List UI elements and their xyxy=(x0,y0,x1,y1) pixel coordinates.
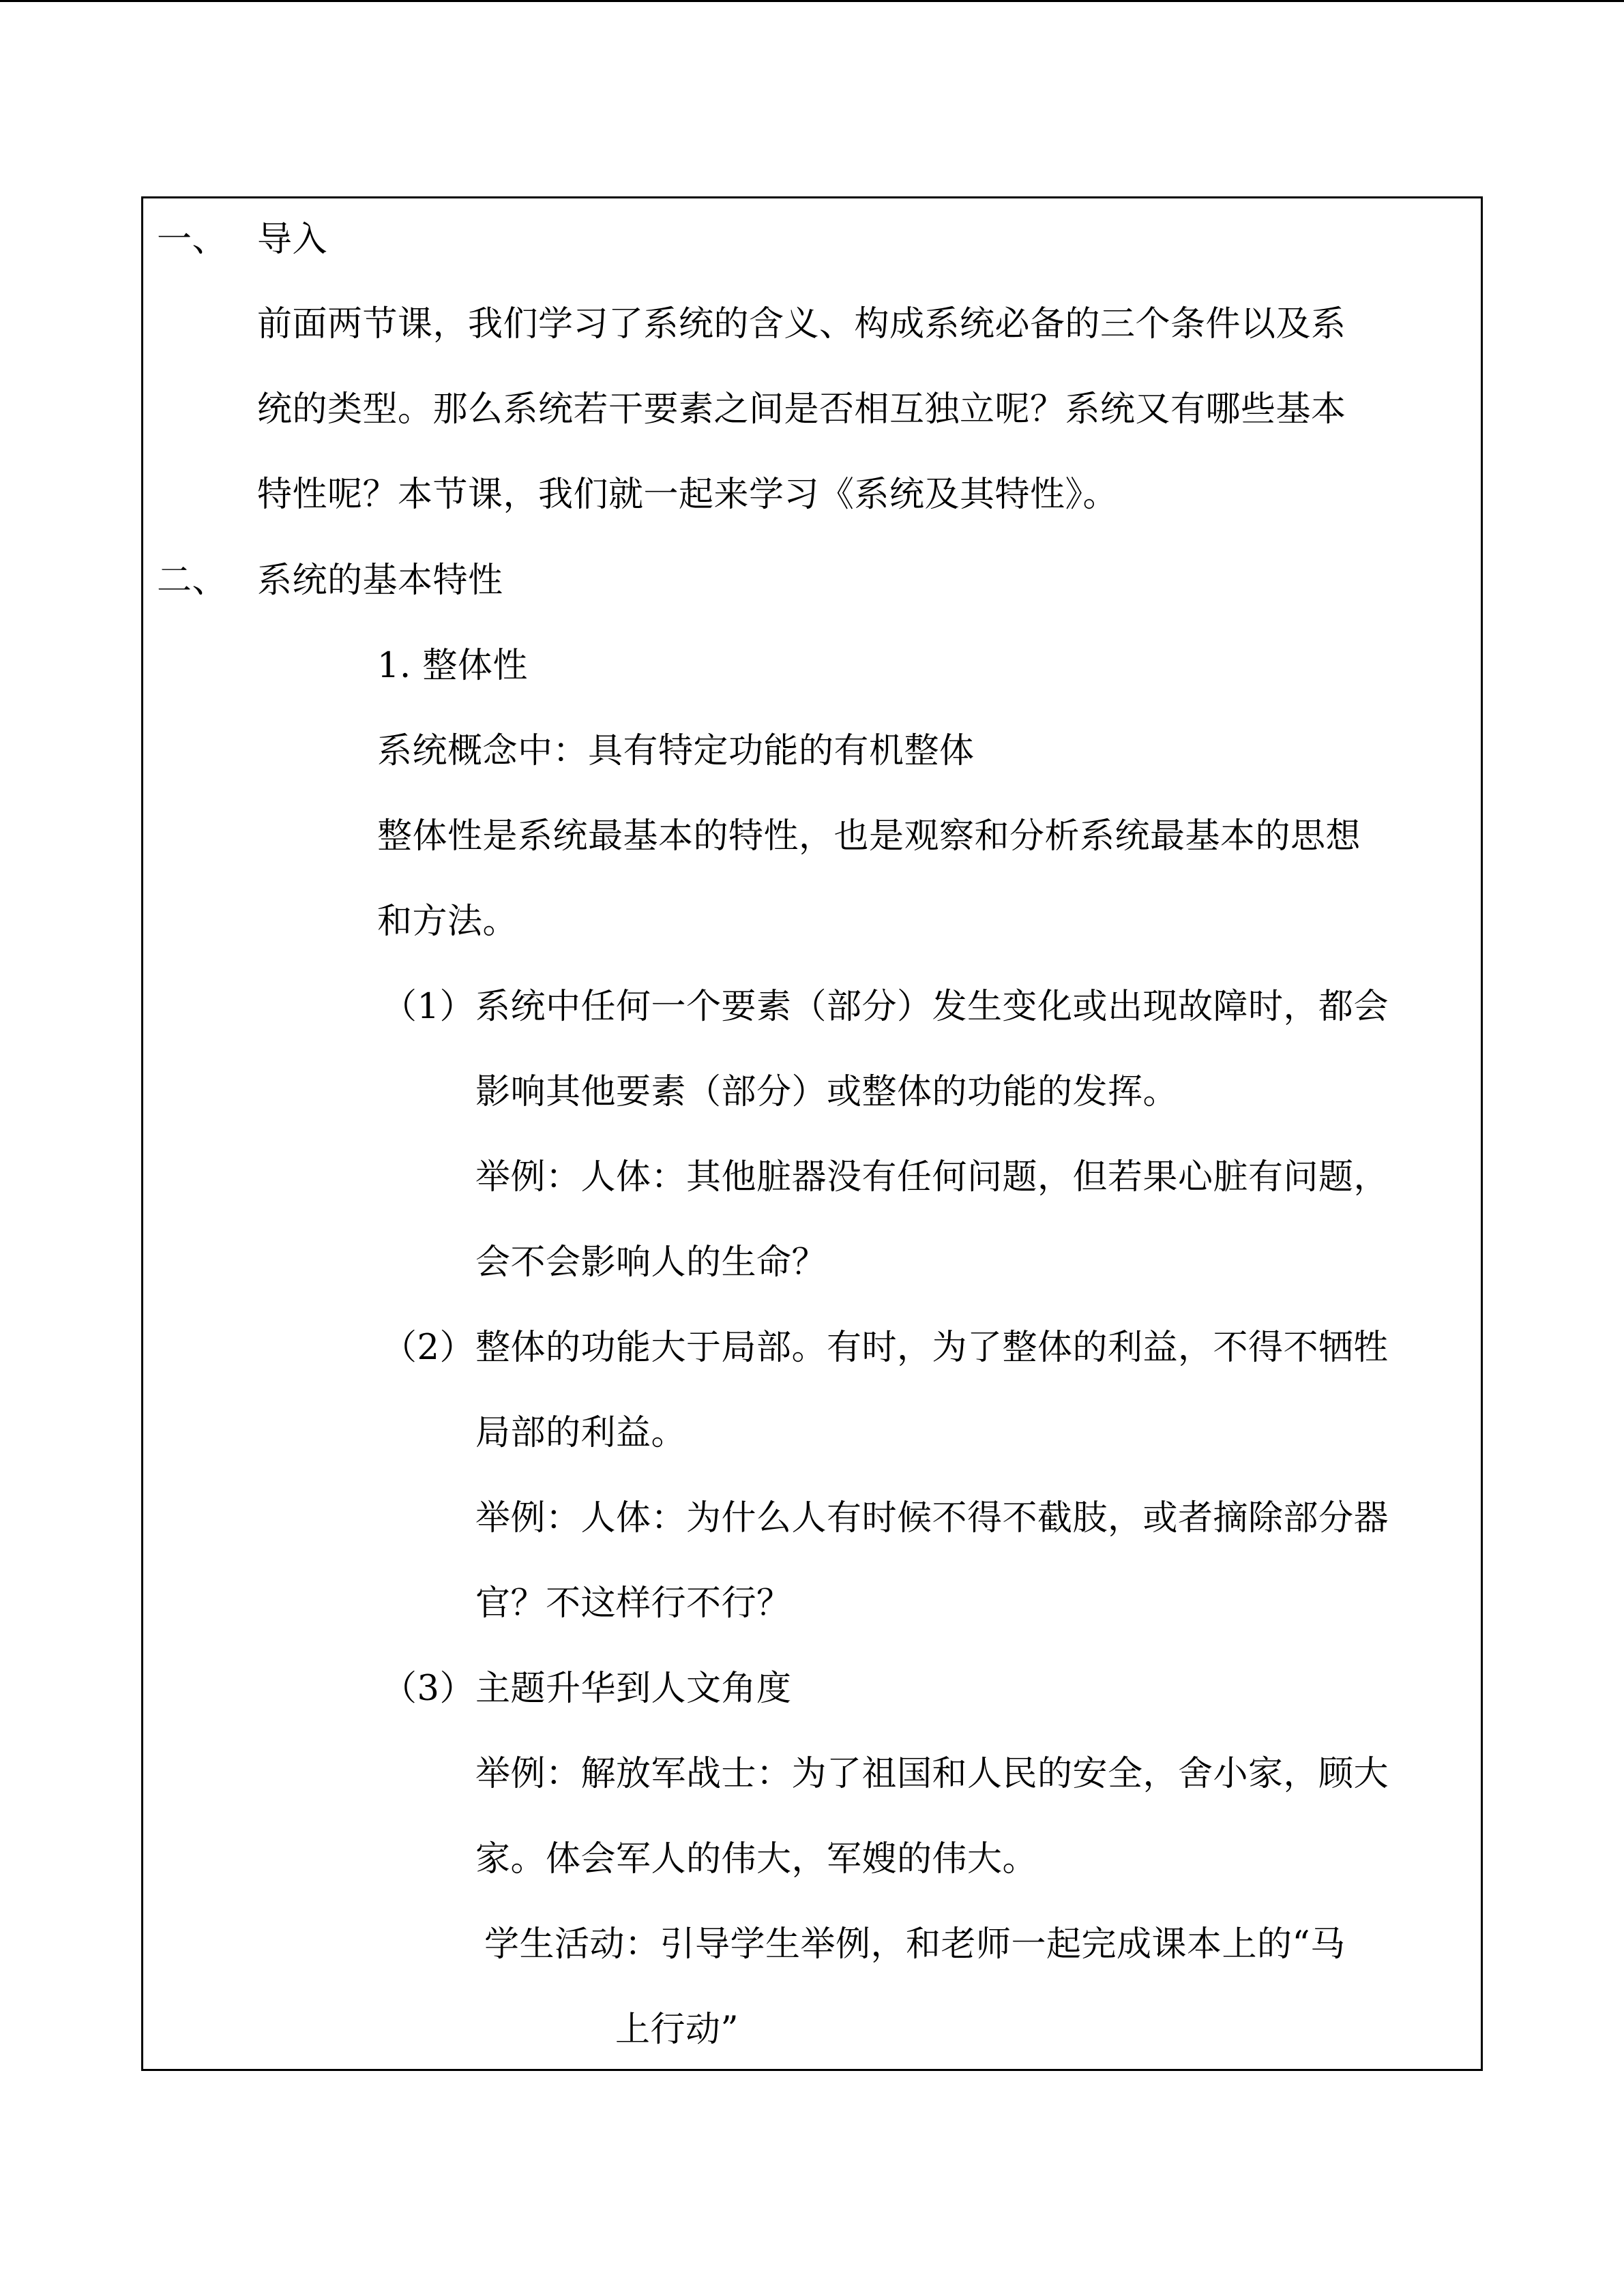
activity-line-2: 上行动” xyxy=(615,2010,739,2050)
item2-line-1: 整体的功能大于局部。有时，为了整体的利益，不得不牺牲 xyxy=(475,1328,1389,1368)
concept-line: 系统概念中：具有特定功能的有机整体 xyxy=(377,731,975,771)
desc-line-1: 整体性是系统最基本的特性，也是观察和分析系统最基本的思想 xyxy=(377,816,1361,856)
item1-example-line-1: 举例：人体：其他脏器没有任何问题，但若果心脏有问题， xyxy=(475,1157,1389,1197)
item3-line-1: 主题升华到人文角度 xyxy=(475,1669,792,1709)
item2-number: （2） xyxy=(382,1328,475,1368)
desc-line-2: 和方法。 xyxy=(377,901,518,942)
item2-example-line-1: 举例：人体：为什么人有时候不得不截肢，或者摘除部分器 xyxy=(475,1498,1389,1538)
item1-line-2: 影响其他要素（部分）或整体的功能的发挥。 xyxy=(475,1072,1179,1112)
section1-para-line-1: 前面两节课，我们学习了系统的含义、构成系统必备的三个条件以及系 xyxy=(257,304,1346,344)
item2-example-line-2: 官？不这样行不行？ xyxy=(475,1583,792,1624)
item1-number: （1） xyxy=(382,987,475,1027)
page-top-border xyxy=(0,0,1624,2)
section2-title: 系统的基本特性 xyxy=(257,561,503,601)
item1-example-line-2: 会不会影响人的生命？ xyxy=(475,1242,827,1283)
section1-para-line-2: 统的类型。那么系统若干要素之间是否相互独立呢？系统又有哪些基本 xyxy=(257,389,1346,430)
section1-para-line-3: 特性呢？本节课，我们就一起来学习《系统及其特性》。 xyxy=(257,475,1119,515)
activity-line-1: 学生活动：引导学生举例，和老师一起完成课本上的“马 xyxy=(484,1924,1346,1965)
item1-line-1: 系统中任何一个要素（部分）发生变化或出现故障时，都会 xyxy=(475,987,1389,1027)
section1-number: 一、 xyxy=(157,220,228,260)
item3-number: （3） xyxy=(382,1669,475,1709)
item3-example-line-1: 举例：解放军战士：为了祖国和人民的安全，舍小家，顾大 xyxy=(475,1754,1389,1794)
item2-line-2: 局部的利益。 xyxy=(475,1413,687,1453)
section2-number: 二、 xyxy=(157,561,228,601)
subsection-heading: 1. 整体性 xyxy=(377,646,528,686)
item3-example-line-2: 家。体会军人的伟大，军嫂的伟大。 xyxy=(475,1839,1038,1879)
section1-title: 导入 xyxy=(257,220,328,260)
